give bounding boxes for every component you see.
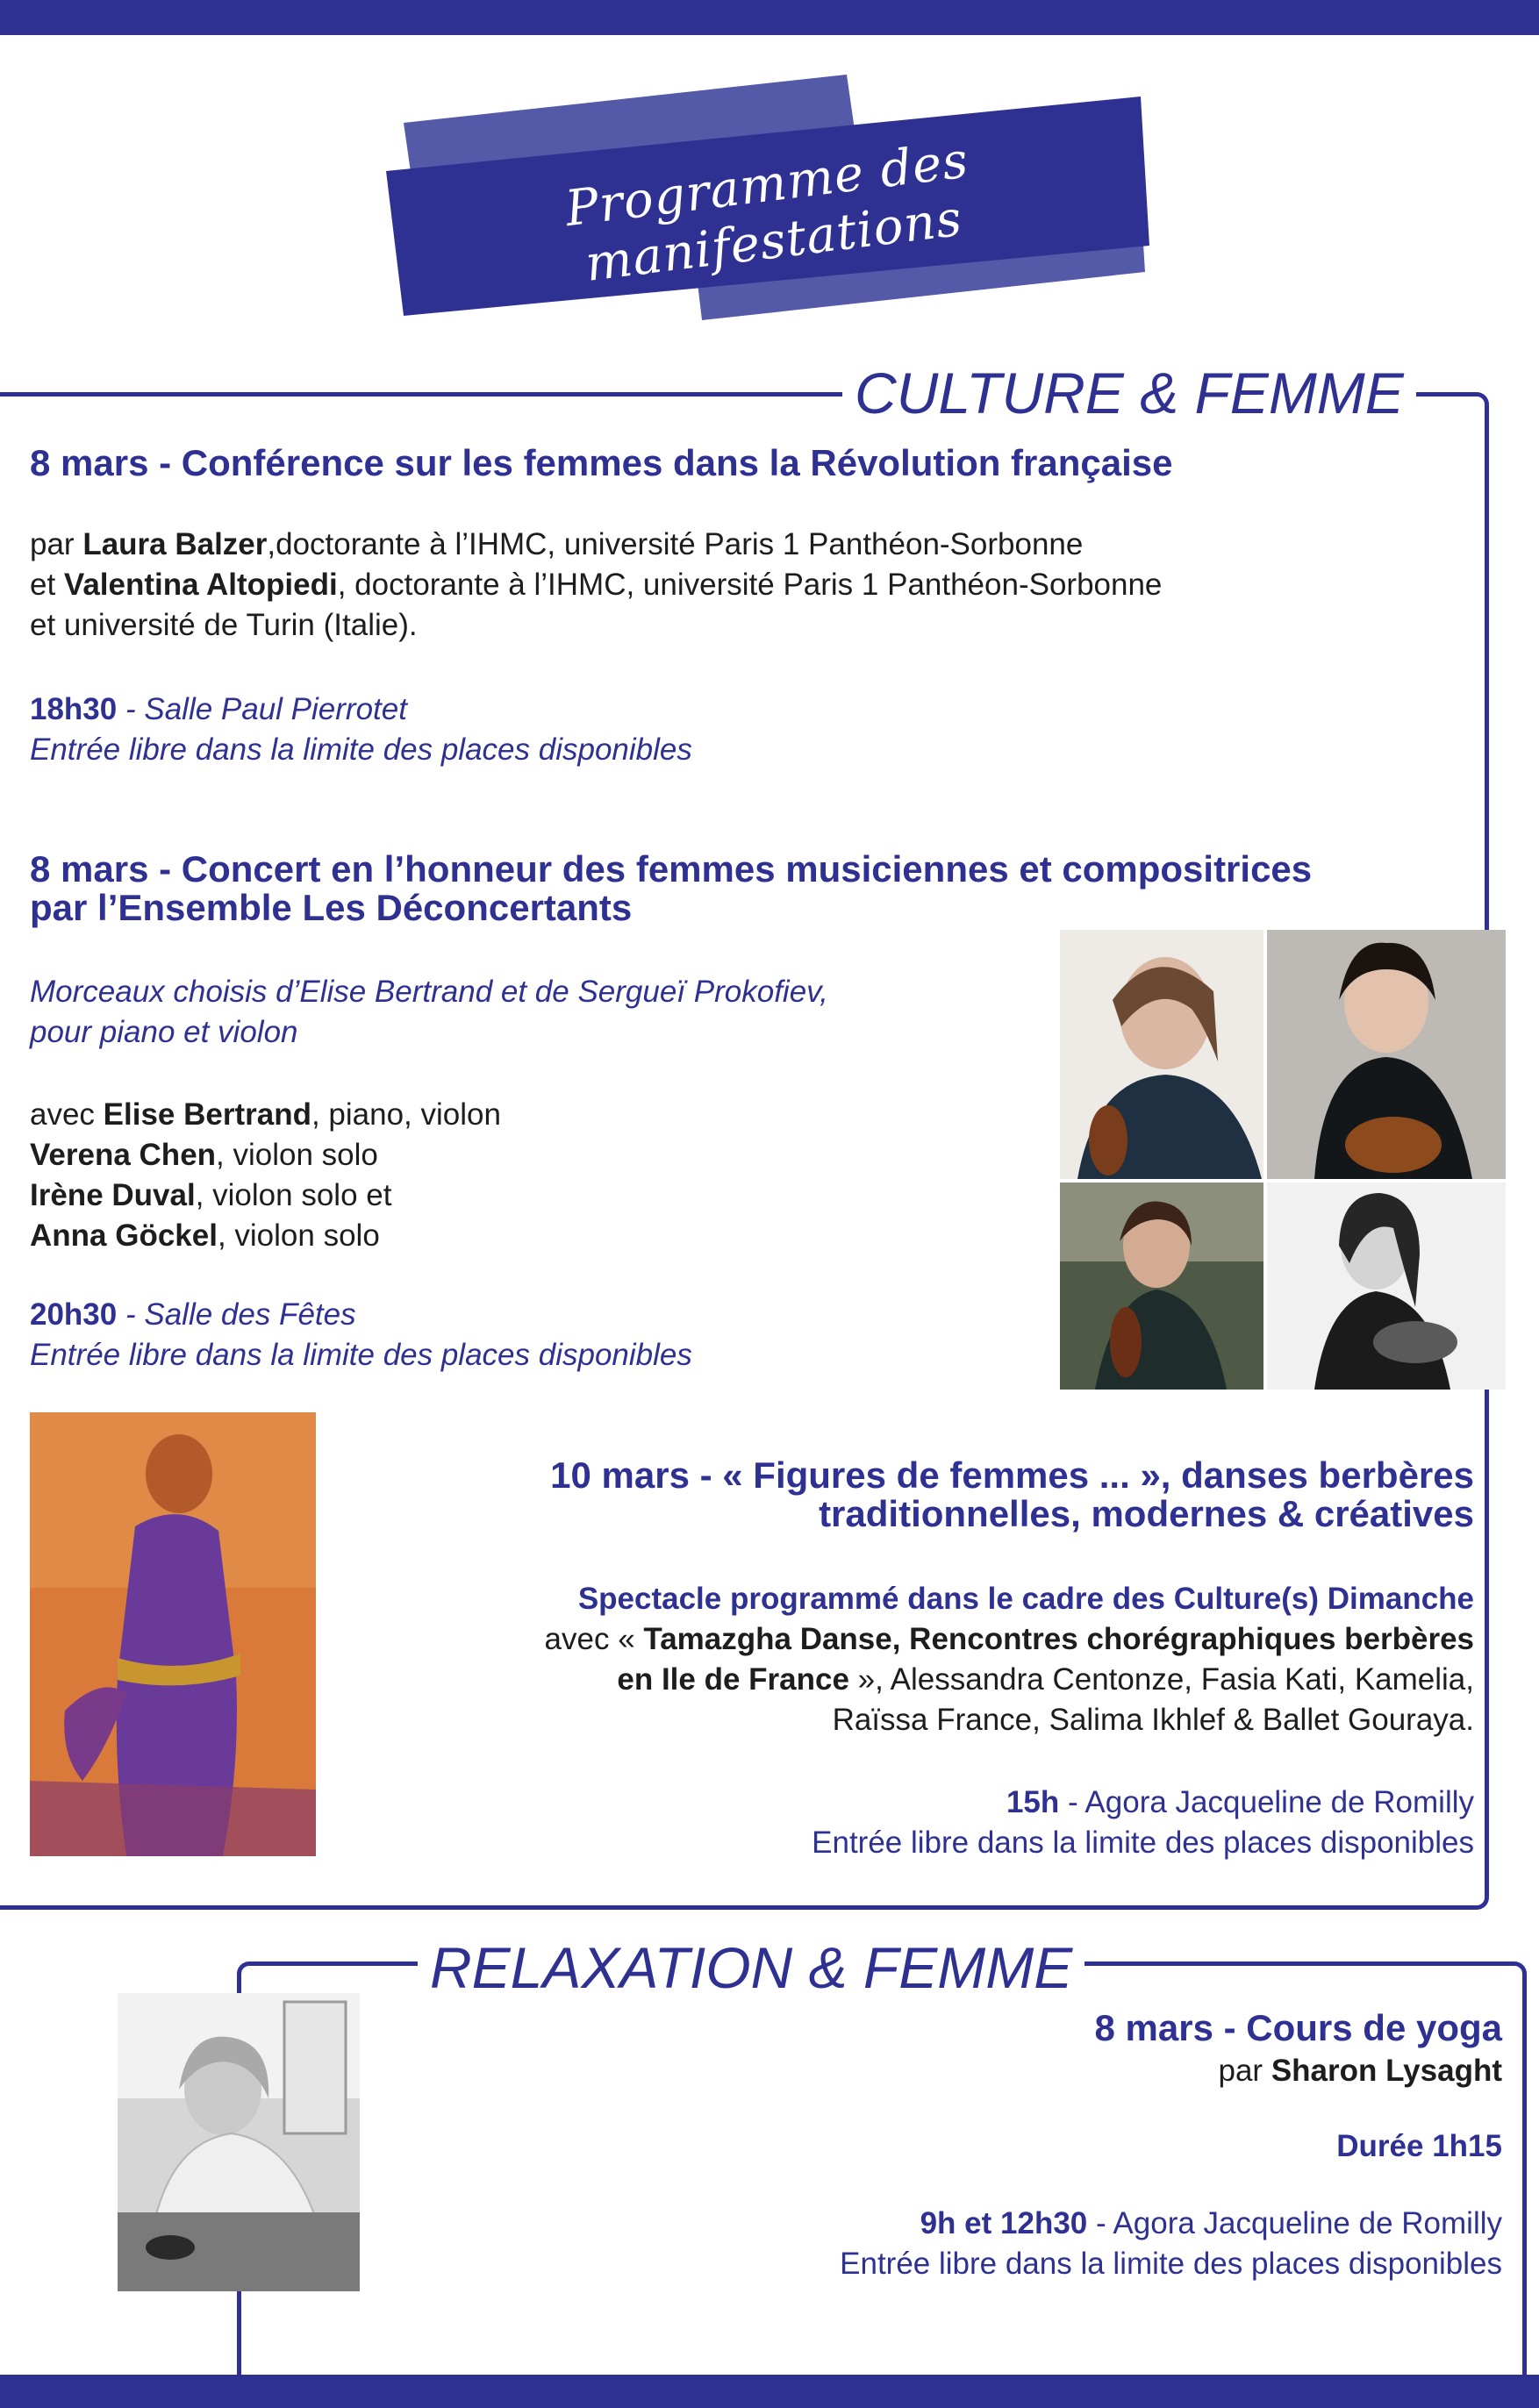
relaxation-section-title: RELAXATION & FEMME bbox=[418, 1939, 1084, 1997]
text: et bbox=[30, 568, 64, 602]
event-time: 20h30 bbox=[30, 1297, 118, 1332]
musicians-photo-collage bbox=[1060, 930, 1506, 1390]
event-dance-details bbox=[333, 1579, 1474, 1740]
performer-name: Anna Göckel bbox=[30, 1218, 218, 1253]
yoga-photo bbox=[118, 1993, 360, 2291]
event-conference-title: 8 mars - Conférence sur les femmes dans la Révolution française bbox=[30, 442, 1173, 483]
performer-role: , violon solo et bbox=[195, 1178, 392, 1212]
event-subtitle: Spectacle programmé dans le cadre des Culture(s) Dimanche bbox=[577, 1582, 1474, 1616]
event-venue: - Salle des Fêtes bbox=[117, 1297, 356, 1332]
performer-name: Irène Duval bbox=[30, 1178, 196, 1212]
event-yoga-title: 8 mars - Cours de yoga bbox=[1094, 2007, 1502, 2048]
event-concert-info bbox=[30, 1295, 692, 1375]
text: ,doctorante à l’IHMC, université Paris 1 Panthéon-Sorbonne bbox=[267, 527, 1084, 561]
culture-section-title: CULTURE & FEMME bbox=[842, 364, 1416, 422]
event-entry: Entrée libre dans la limite des places disponibles bbox=[812, 1826, 1474, 1860]
event-venue: - Agora Jacqueline de Romilly bbox=[1059, 1785, 1474, 1819]
performer-role: , violon solo bbox=[216, 1138, 378, 1172]
text: avec bbox=[30, 1097, 104, 1132]
event-concert-performers bbox=[30, 1095, 501, 1256]
event-entry: Entrée libre dans la limite des places disponibles bbox=[30, 732, 692, 767]
text: par bbox=[1218, 2054, 1271, 2088]
event-dance-info bbox=[333, 1783, 1474, 1863]
text: et université de Turin (Italie). bbox=[30, 608, 418, 642]
text: », Alessandra Centonze, Fasia Kati, Kamelia, bbox=[848, 1662, 1474, 1697]
event-dance-title bbox=[333, 1454, 1474, 1535]
musicians-photos bbox=[1060, 930, 1506, 1390]
top-bar bbox=[0, 0, 1539, 35]
event-time: 15h bbox=[1006, 1785, 1060, 1819]
event-venue: - Salle Paul Pierrotet bbox=[117, 692, 407, 726]
dancer-image bbox=[30, 1412, 316, 1856]
performer-role: , violon solo bbox=[217, 1218, 380, 1253]
text: pour piano et violon bbox=[30, 1015, 298, 1049]
event-entry: Entrée libre dans la limite des places disponibles bbox=[840, 2247, 1502, 2281]
company-name: en Ile de France bbox=[617, 1662, 849, 1697]
event-concert-title bbox=[30, 848, 1312, 929]
text: par bbox=[30, 527, 83, 561]
text: Morceaux choisis d’Elise Bertrand et de Sergueï Prokofiev, bbox=[30, 975, 828, 1009]
title-line: par l’Ensemble Les Déconcertants bbox=[30, 887, 633, 928]
event-time: 9h et 12h30 bbox=[920, 2206, 1088, 2240]
title-line: 10 mars - « Figures de femmes ... », danses berbères bbox=[550, 1454, 1474, 1496]
performer-role: , piano, violon bbox=[311, 1097, 501, 1132]
event-concert-program bbox=[30, 972, 828, 1053]
event-conference-speakers bbox=[30, 525, 1162, 646]
performer-name: Verena Chen bbox=[30, 1138, 217, 1172]
title-line: 8 mars - Concert en l’honneur des femmes musiciennes et compositrices bbox=[30, 848, 1313, 890]
speaker-name: Laura Balzer bbox=[82, 527, 268, 561]
event-time: 18h30 bbox=[30, 692, 118, 726]
event-yoga-info bbox=[449, 2204, 1502, 2284]
instructor-name: Sharon Lysaght bbox=[1271, 2054, 1502, 2088]
event-entry: Entrée libre dans la limite des places disponibles bbox=[30, 1338, 692, 1372]
event-conference-info bbox=[30, 690, 692, 770]
text: , doctorante à l’IHMC, université Paris 1 Panthéon-Sorbonne bbox=[337, 568, 1163, 602]
event-venue: - Agora Jacqueline de Romilly bbox=[1087, 2206, 1502, 2240]
dancer-photo bbox=[30, 1412, 316, 1856]
event-yoga-duration: Durée 1h15 bbox=[1336, 2129, 1502, 2163]
title-line: traditionnelles, modernes & créatives bbox=[819, 1493, 1474, 1534]
yoga-image bbox=[118, 1993, 360, 2291]
text: avec « bbox=[544, 1622, 644, 1656]
company-name: Tamazgha Danse, Rencontres chorégraphiques berbères bbox=[643, 1622, 1474, 1656]
event-yoga-speaker bbox=[625, 2051, 1502, 2091]
performer-name: Elise Bertrand bbox=[103, 1097, 311, 1132]
banner-title: Programme des manifestations bbox=[562, 132, 972, 293]
speaker-name: Valentina Altopiedi bbox=[63, 568, 338, 602]
text: Raïssa France, Salima Ikhlef & Ballet Gouraya. bbox=[832, 1703, 1474, 1737]
